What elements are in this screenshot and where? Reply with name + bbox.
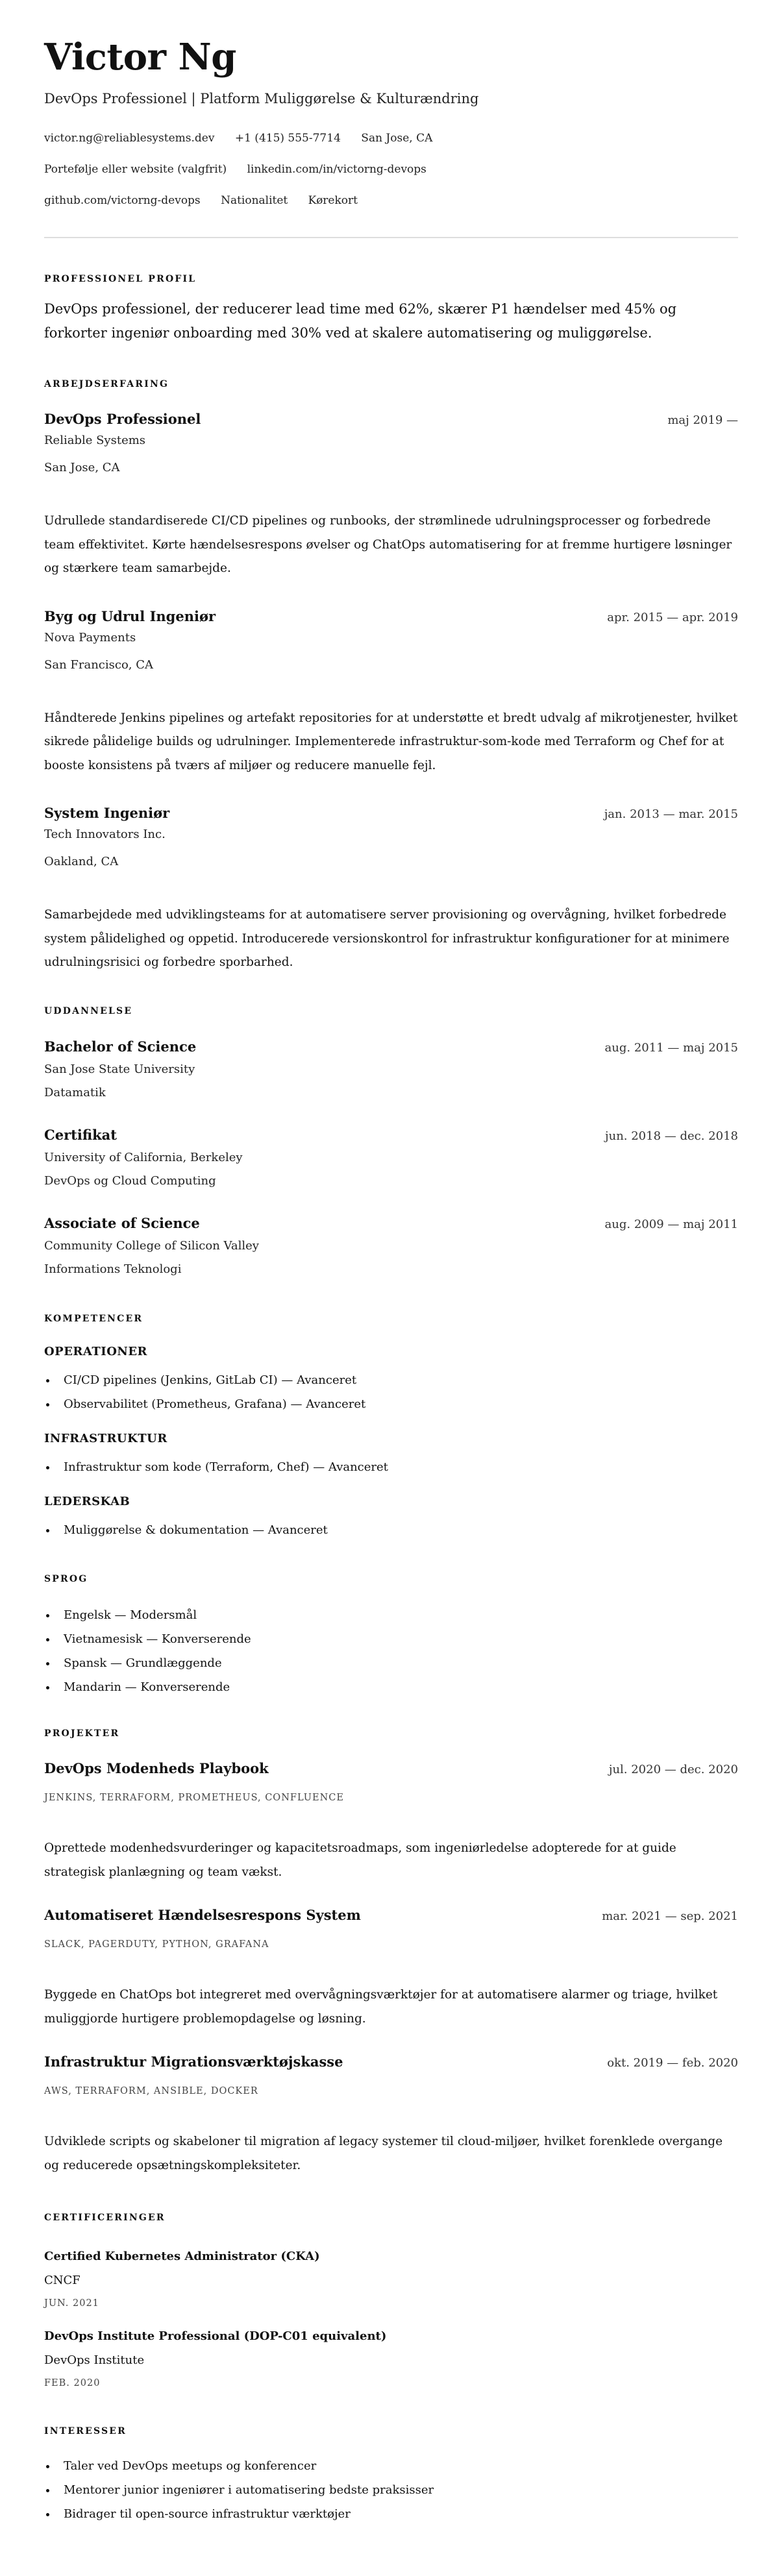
section-heading: KOMPETENCER: [44, 1313, 143, 1324]
certifications-section: [44, 2211, 738, 2390]
profile-section: [44, 273, 738, 345]
contact-row: [44, 123, 738, 154]
job-location: Oakland, CA: [44, 855, 119, 868]
section-heading: PROJEKTER: [44, 1728, 120, 1739]
project-tags: AWS, TERRAFORM, ANSIBLE, DOCKER: [44, 2085, 258, 2096]
skill-list: [44, 1518, 738, 1542]
certification-item: [44, 2328, 738, 2390]
experience-item: [44, 607, 738, 778]
certification-issuer: CNCF: [44, 2273, 80, 2287]
experience-item: [44, 410, 738, 581]
skill-item: Infrastruktur som kode (Terraform, Chef) — Avanceret: [44, 1455, 738, 1479]
candidate-headline: DevOps Professionel | Platform Muliggørelse & Kulturændring: [44, 91, 479, 106]
certification-title: Certified Kubernetes Administrator (CKA): [44, 2249, 320, 2263]
project-tags: SLACK, PAGERDUTY, PYTHON, GRAFANA: [44, 1939, 269, 1950]
language-item: Mandarin — Konverserende: [44, 1675, 738, 1699]
skills-section: [44, 1312, 738, 1542]
job-location: San Francisco, CA: [44, 657, 154, 672]
project-title: Infrastruktur Migrationsværktøjskasse: [44, 2053, 343, 2070]
project-title: DevOps Modenheds Playbook: [44, 1760, 269, 1776]
job-title: DevOps Professionel: [44, 411, 201, 427]
field-of-study: Datamatik: [44, 1085, 106, 1099]
education-dates: jun. 2018 — dec. 2018: [605, 1129, 738, 1143]
experience-section: [44, 378, 738, 975]
skill-item: Muliggørelse & dokumentation — Avanceret: [44, 1518, 738, 1542]
section-heading: SPROG: [44, 1573, 88, 1584]
contact-drivers-license: Kørekort: [308, 194, 358, 207]
contact-phone[interactable]: +1 (415) 555-7714: [234, 132, 341, 145]
section-heading: INTERESSER: [44, 2425, 127, 2436]
section-heading: PROFESSIONEL PROFIL: [44, 274, 197, 284]
job-title: Byg og Udrul Ingeniør: [44, 607, 216, 624]
certification-date: FEB. 2020: [44, 2377, 101, 2388]
language-list: [44, 1603, 738, 1699]
project-dates: okt. 2019 — feb. 2020: [607, 2055, 738, 2070]
certification-issuer: DevOps Institute: [44, 2353, 145, 2367]
header-divider: [44, 237, 738, 238]
certification-title: DevOps Institute Professional (DOP-C01 equivalent): [44, 2329, 387, 2343]
resume: [44, 0, 738, 2526]
project-title: Automatiseret Hændelsesrespons System: [44, 1906, 361, 1923]
project-description: Byggede en ChatOps bot integreret med overvågningsværktøjer for at automatisere alarmer og triage, hvilket muliggjorde hurtigere problemopdagelse og løsning.: [44, 1987, 718, 2026]
interest-item: Taler ved DevOps meetups og konferencer: [44, 2454, 738, 2478]
job-description: Håndterede Jenkins pipelines og artefakt repositories for at understøtte et bredt udvalg af mikrotjenester, hvilket sikrede pålidelige builds og udrulninger. Implementerede infrastruktur-som-kode med Terraform og Chef for at booste konsistens på tværs af miljøer og reducere manuelle fejl.: [44, 711, 738, 772]
job-description: Udrullede standardiserede CI/CD pipelines og runbooks, der strømlinede udrulningsprocesser og forbedrede team effektivitet. Kørte hændelsesrespons øvelser og ChatOps automatisering for at fremme hurtigere løsninger og stærkere team samarbejde.: [44, 514, 732, 575]
education-section: [44, 1005, 738, 1281]
project-dates: jul. 2020 — dec. 2020: [608, 1762, 738, 1776]
skill-list: [44, 1455, 738, 1479]
experience-item: [44, 803, 738, 975]
language-item: Spansk — Grundlæggende: [44, 1651, 738, 1675]
contact-row: [44, 185, 738, 216]
project-description: Oprettede modenhedsvurderinger og kapacitetsroadmaps, som ingeniørledelse adopterede for at guide strategisk planlægning og team vækst.: [44, 1841, 676, 1879]
interest-list: [44, 2454, 738, 2526]
language-item: Engelsk — Modersmål: [44, 1603, 738, 1627]
project-dates: mar. 2021 — sep. 2021: [602, 1909, 738, 1923]
skill-category: OPERATIONER: [44, 1344, 148, 1358]
degree: Bachelor of Science: [44, 1038, 197, 1055]
contact-linkedin[interactable]: linkedin.com/in/victorng-devops: [247, 163, 427, 176]
profile-summary: DevOps professionel, der reducerer lead time med 62%, skærer P1 hændelser med 45% og forkorter ingeniør onboarding med 30% ved at skalere automatisering og muliggørelse.: [44, 301, 677, 341]
certification-date: JUN. 2021: [44, 2298, 99, 2309]
skill-category: INFRASTRUKTUR: [44, 1431, 167, 1445]
section-heading: UDDANNELSE: [44, 1005, 133, 1016]
contact-row: [44, 154, 738, 185]
project-description: Udviklede scripts og skabeloner til migration af legacy systemer til cloud-miljøer, hvilket forenklede overgange og reducerede opsætningskompleksiteter.: [44, 2134, 723, 2172]
contact-github[interactable]: github.com/victorng-devops: [44, 194, 201, 207]
certification-item: [44, 2248, 738, 2310]
contact-nationality: Nationalitet: [221, 194, 288, 207]
degree: Certifikat: [44, 1126, 117, 1143]
education-item: [44, 1037, 738, 1105]
interests-section: [44, 2425, 738, 2526]
skill-item: Observabilitet (Prometheus, Grafana) — Avanceret: [44, 1392, 738, 1416]
skill-item: CI/CD pipelines (Jenkins, GitLab CI) — Avanceret: [44, 1368, 738, 1392]
school: University of California, Berkeley: [44, 1150, 243, 1164]
job-dates: jan. 2013 — mar. 2015: [604, 807, 738, 821]
section-heading: ARBEJDSERFARING: [44, 379, 169, 389]
job-location: San Jose, CA: [44, 461, 120, 474]
skill-list: [44, 1368, 738, 1416]
field-of-study: Informations Teknologi: [44, 1262, 182, 1276]
school: San Jose State University: [44, 1062, 195, 1076]
job-title: System Ingeniør: [44, 805, 170, 821]
education-dates: aug. 2011 — maj 2015: [604, 1040, 738, 1055]
languages-section: [44, 1573, 738, 1699]
contact-portfolio[interactable]: Portefølje eller website (valgfrit): [44, 163, 227, 176]
project-tags: JENKINS, TERRAFORM, PROMETHEUS, CONFLUENCE: [44, 1792, 344, 1803]
contact-email[interactable]: victor.ng@reliablesystems.dev: [44, 132, 215, 145]
education-dates: aug. 2009 — maj 2011: [604, 1217, 738, 1231]
contact-location: San Jose, CA: [361, 132, 433, 145]
degree: Associate of Science: [44, 1214, 200, 1231]
interest-item: Mentorer junior ingeniører i automatisering bedste praksisser: [44, 2478, 738, 2502]
resume-header: [44, 36, 738, 216]
section-heading: CERTIFICERINGER: [44, 2212, 166, 2223]
job-dates: apr. 2015 — apr. 2019: [607, 610, 738, 624]
job-description: Samarbejdede med udviklingsteams for at automatisere server provisioning og overvågning, hvilket forbedrede system pålidelighed og oppetid. Introducerede versionskontrol for infrastruktur konfigurationer for at minimere udrulningsrisici og forbedre sporbarhed.: [44, 908, 730, 969]
job-company: Reliable Systems: [44, 434, 146, 447]
education-item: [44, 1125, 738, 1193]
school: Community College of Silicon Valley: [44, 1238, 259, 1253]
education-item: [44, 1214, 738, 1281]
project-item: [44, 2052, 738, 2177]
language-item: Vietnamesisk — Konverserende: [44, 1627, 738, 1651]
field-of-study: DevOps og Cloud Computing: [44, 1173, 216, 1188]
candidate-name: Victor Ng: [44, 36, 236, 79]
project-item: [44, 1759, 738, 1884]
job-company: Tech Innovators Inc.: [44, 828, 166, 841]
skill-category: LEDERSKAB: [44, 1494, 130, 1508]
interest-item: Bidrager til open-source infrastruktur værktøjer: [44, 2502, 738, 2526]
job-dates: maj 2019 —: [667, 413, 738, 427]
project-item: [44, 1906, 738, 2031]
projects-section: [44, 1727, 738, 2177]
job-company: Nova Payments: [44, 630, 136, 644]
